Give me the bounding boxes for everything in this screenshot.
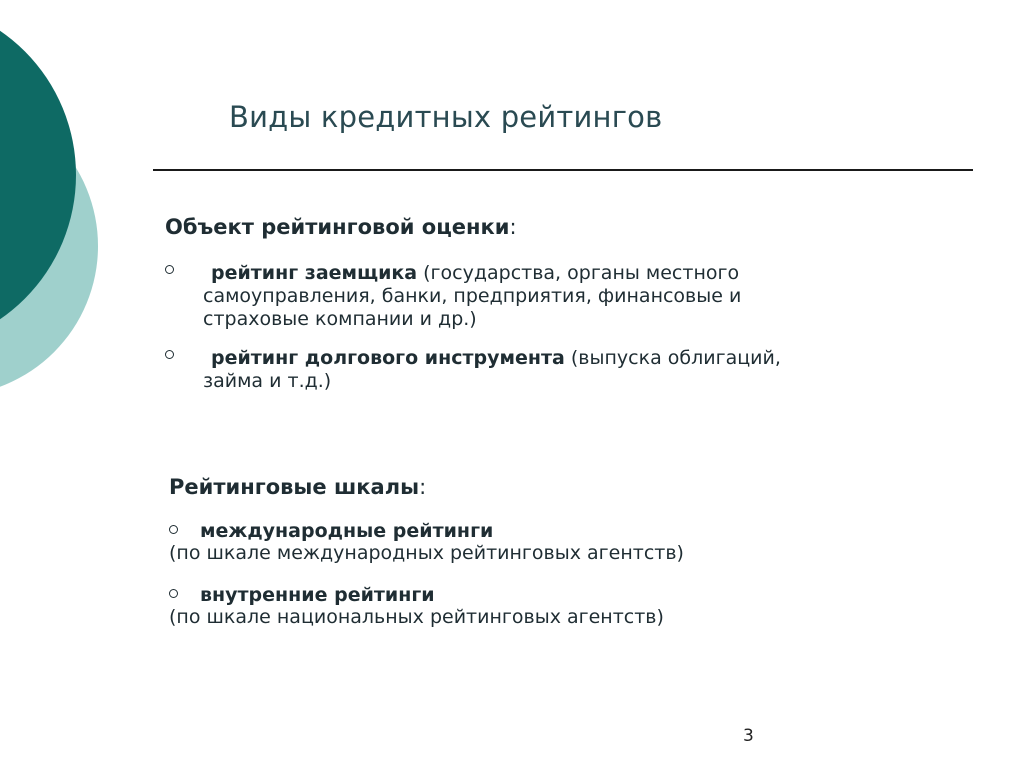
item-text-line2: займа и т.д.) [203, 370, 332, 392]
section-heading-object [165, 215, 517, 239]
page-number: 3 [743, 726, 754, 746]
item-text: (выпуска облигаций, [564, 347, 781, 369]
section-heading-text: Рейтинговые шкалы [169, 475, 420, 499]
slide-title: Виды кредитных рейтингов [229, 100, 663, 134]
item-text: (государства, органы местного [417, 262, 740, 284]
title-divider [153, 169, 973, 171]
item-text-line3: страховые компании и др.) [203, 308, 477, 330]
list-item-borrower-rating [203, 262, 741, 331]
heading-colon: : [419, 475, 427, 499]
list-item-domestic-ratings [200, 584, 435, 607]
bullet-icon [169, 525, 178, 534]
item-text-line2: самоуправления, банки, предприятия, финансовые и [203, 285, 742, 307]
bullet-icon [165, 265, 174, 274]
list-item-international-ratings [200, 520, 493, 543]
item-bold-label: рейтинг долгового инструмента [211, 347, 565, 369]
item-subtext: (по шкале международных рейтинговых агентств) [169, 542, 684, 564]
bullet-icon [165, 350, 174, 359]
item-bold-label: международные рейтинги [200, 520, 494, 542]
section-heading-scales [169, 475, 426, 499]
item-bold-label: рейтинг заемщика [211, 262, 418, 284]
item-subtext: (по шкале национальных рейтинговых агентств) [169, 606, 664, 628]
item-bold-label: внутренние рейтинги [200, 584, 435, 606]
bullet-icon [169, 589, 178, 598]
section-heading-text: Объект рейтинговой оценки [165, 215, 510, 239]
list-item-debt-instrument-rating [203, 347, 781, 393]
heading-colon: : [509, 215, 517, 239]
